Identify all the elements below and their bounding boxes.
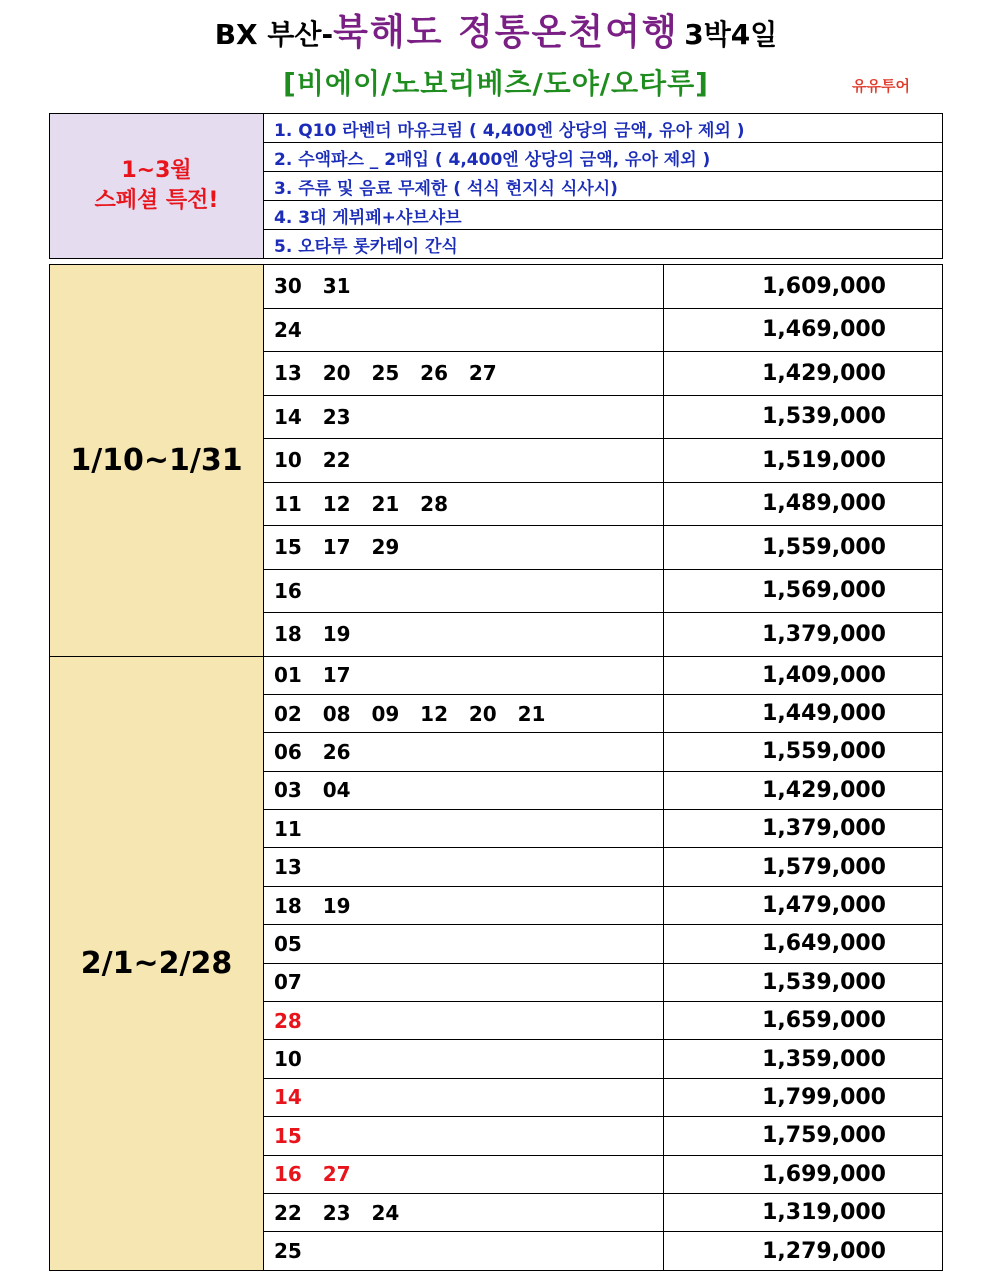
price-value: 1,449,000 xyxy=(664,694,943,732)
price-value: 1,559,000 xyxy=(664,733,943,771)
price-value: 1,699,000 xyxy=(664,1155,943,1193)
special-item: 2. 수액파스 _ 2매입 ( 4,400엔 상당의 금액, 유아 제외 ) xyxy=(264,143,943,172)
price-value: 1,429,000 xyxy=(664,771,943,809)
departure-dates: 02 08 09 12 20 21 xyxy=(264,694,664,732)
departure-dates: 11 12 21 28 xyxy=(264,482,664,526)
departure-dates: 10 xyxy=(264,1040,664,1078)
price-value: 1,799,000 xyxy=(664,1078,943,1116)
departure-dates: 14 xyxy=(264,1078,664,1116)
price-value: 1,379,000 xyxy=(664,613,943,657)
period-label: 2/1~2/28 xyxy=(50,656,264,1270)
departure-dates: 11 xyxy=(264,810,664,848)
special-label-line2: 스페셜 특전! xyxy=(94,188,219,213)
page-subtitle: [비에이/노보리베츠/도야/오타루] xyxy=(283,67,709,100)
brand-logo xyxy=(852,72,910,98)
price-value: 1,319,000 xyxy=(664,1193,943,1231)
departure-dates: 13 20 25 26 27 xyxy=(264,352,664,396)
departure-dates: 15 xyxy=(264,1117,664,1155)
title-prefix: BX 부산- xyxy=(214,18,334,51)
price-value: 1,609,000 xyxy=(664,265,943,309)
departure-dates: 10 22 xyxy=(264,439,664,483)
price-value: 1,429,000 xyxy=(664,352,943,396)
special-label-line1: 1~3월 xyxy=(121,158,192,183)
price-value: 1,379,000 xyxy=(664,810,943,848)
special-item: 4. 3대 게뷔페+샤브샤브 xyxy=(264,201,943,230)
title-suffix: 3박4일 xyxy=(684,18,778,51)
departure-dates: 28 xyxy=(264,1002,664,1040)
price-value: 1,279,000 xyxy=(664,1232,943,1270)
price-value: 1,539,000 xyxy=(664,395,943,439)
price-value: 1,489,000 xyxy=(664,482,943,526)
departure-dates: 06 26 xyxy=(264,733,664,771)
price-row xyxy=(50,656,943,694)
price-value: 1,469,000 xyxy=(664,308,943,352)
departure-dates: 16 27 xyxy=(264,1155,664,1193)
departure-dates: 14 23 xyxy=(264,395,664,439)
departure-dates: 24 xyxy=(264,308,664,352)
price-value: 1,579,000 xyxy=(664,848,943,886)
departure-dates: 03 04 xyxy=(264,771,664,809)
price-value: 1,479,000 xyxy=(664,886,943,924)
price-value: 1,659,000 xyxy=(664,1002,943,1040)
special-benefits-table xyxy=(49,113,943,259)
price-value: 1,359,000 xyxy=(664,1040,943,1078)
departure-dates: 22 23 24 xyxy=(264,1193,664,1231)
price-value: 1,539,000 xyxy=(664,963,943,1001)
departure-dates: 15 17 29 xyxy=(264,526,664,570)
price-value: 1,649,000 xyxy=(664,925,943,963)
departure-dates: 25 xyxy=(264,1232,664,1270)
special-item: 1. Q10 라벤더 마유크림 ( 4,400엔 상당의 금액, 유아 제외 ) xyxy=(264,114,943,143)
special-label xyxy=(50,114,264,259)
departure-dates: 18 19 xyxy=(264,886,664,924)
page-title xyxy=(0,4,992,55)
period-label: 1/10~1/31 xyxy=(50,265,264,657)
price-row xyxy=(50,265,943,309)
departure-dates: 13 xyxy=(264,848,664,886)
price-value: 1,569,000 xyxy=(664,569,943,613)
departure-dates: 16 xyxy=(264,569,664,613)
price-table xyxy=(49,264,943,1271)
special-item: 3. 주류 및 음료 무제한 ( 석식 현지식 식사시) xyxy=(264,172,943,201)
price-value: 1,409,000 xyxy=(664,656,943,694)
departure-dates: 30 31 xyxy=(264,265,664,309)
title-accent: 북해도 정통온천여행 xyxy=(333,12,679,53)
price-value: 1,759,000 xyxy=(664,1117,943,1155)
logo-text: 유유투어 xyxy=(852,76,910,95)
departure-dates: 01 17 xyxy=(264,656,664,694)
price-value: 1,519,000 xyxy=(664,439,943,483)
departure-dates: 18 19 xyxy=(264,613,664,657)
special-row xyxy=(50,114,943,143)
price-value: 1,559,000 xyxy=(664,526,943,570)
departure-dates: 05 xyxy=(264,925,664,963)
departure-dates: 07 xyxy=(264,963,664,1001)
special-item: 5. 오타루 롯카테이 간식 xyxy=(264,230,943,259)
